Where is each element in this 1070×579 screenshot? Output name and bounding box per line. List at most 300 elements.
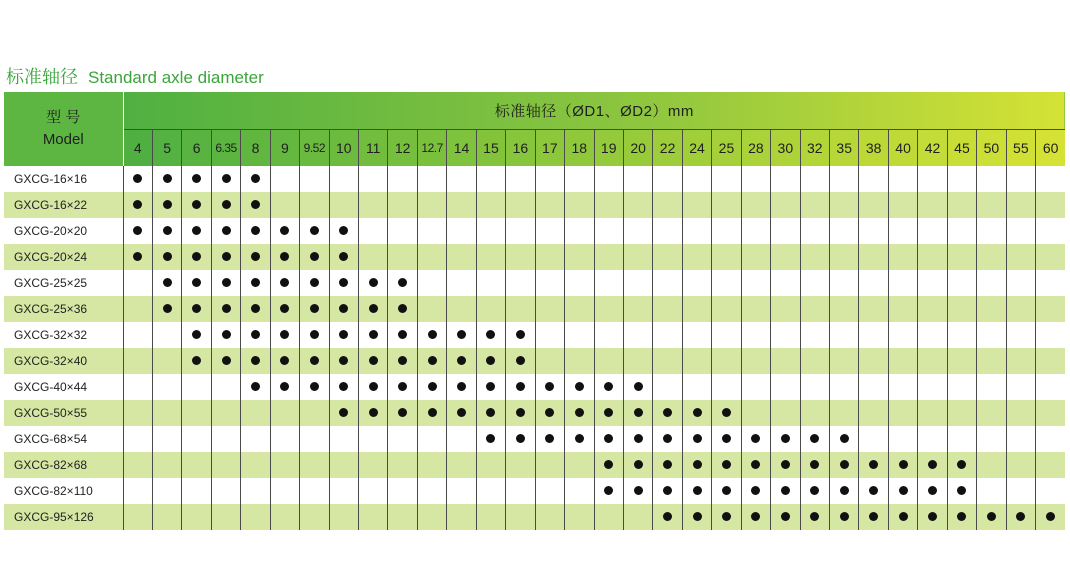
availability-cell (977, 166, 1006, 192)
availability-cell (270, 244, 299, 270)
availability-cell (506, 296, 535, 322)
available-dot-icon (251, 278, 260, 287)
availability-cell (565, 296, 594, 322)
availability-cell (594, 296, 623, 322)
availability-cell (859, 400, 888, 426)
available-dot-icon (545, 408, 554, 417)
available-dot-icon (251, 304, 260, 313)
availability-cell (1036, 400, 1066, 426)
availability-cell (1006, 452, 1035, 478)
availability-cell (329, 348, 358, 374)
availability-cell (830, 296, 859, 322)
table-row (4, 166, 1065, 192)
availability-cell (1036, 296, 1066, 322)
availability-cell (359, 166, 388, 192)
availability-cell (417, 166, 446, 192)
available-dot-icon (516, 408, 525, 417)
availability-cell (476, 192, 505, 218)
availability-cell (123, 504, 152, 530)
model-cell: GXCG-25×36 (4, 296, 123, 322)
available-dot-icon (1046, 512, 1055, 521)
availability-cell (682, 400, 711, 426)
available-dot-icon (222, 304, 231, 313)
availability-cell (123, 218, 152, 244)
availability-cell (947, 452, 976, 478)
available-dot-icon (575, 434, 584, 443)
available-dot-icon (222, 278, 231, 287)
availability-cell (682, 166, 711, 192)
availability-cell (682, 322, 711, 348)
available-dot-icon (280, 356, 289, 365)
availability-cell (682, 452, 711, 478)
size-header: 24 (682, 130, 711, 167)
availability-cell (565, 244, 594, 270)
available-dot-icon (840, 486, 849, 495)
availability-cell (182, 166, 211, 192)
availability-cell (947, 426, 976, 452)
availability-cell (682, 296, 711, 322)
size-header: 12.7 (417, 130, 446, 167)
availability-cell (565, 374, 594, 400)
availability-cell (447, 296, 476, 322)
available-dot-icon (251, 226, 260, 235)
availability-cell (241, 478, 270, 504)
availability-cell (476, 218, 505, 244)
size-header: 18 (565, 130, 594, 167)
availability-cell (830, 478, 859, 504)
availability-cell (182, 348, 211, 374)
availability-cell (123, 426, 152, 452)
availability-cell (888, 192, 917, 218)
availability-cell (741, 504, 770, 530)
availability-cell (918, 244, 947, 270)
availability-cell (741, 166, 770, 192)
availability-cell (300, 296, 329, 322)
availability-cell (447, 348, 476, 374)
availability-cell (594, 452, 623, 478)
availability-cell (947, 218, 976, 244)
availability-cell (211, 478, 240, 504)
availability-cell (359, 400, 388, 426)
model-header-en: Model (42, 131, 84, 148)
available-dot-icon (222, 174, 231, 183)
available-dot-icon (192, 356, 201, 365)
availability-cell (947, 322, 976, 348)
availability-cell (594, 400, 623, 426)
availability-cell (712, 166, 741, 192)
availability-cell (623, 192, 652, 218)
available-dot-icon (310, 252, 319, 261)
availability-cell (859, 244, 888, 270)
availability-cell (977, 504, 1006, 530)
available-dot-icon (310, 278, 319, 287)
availability-cell (535, 296, 564, 322)
available-dot-icon (722, 460, 731, 469)
availability-cell (417, 270, 446, 296)
available-dot-icon (163, 174, 172, 183)
availability-cell (241, 270, 270, 296)
availability-cell (152, 374, 181, 400)
availability-cell (623, 374, 652, 400)
availability-cell (1006, 426, 1035, 452)
availability-cell (565, 270, 594, 296)
axle-diameter-table (4, 92, 1065, 530)
availability-cell (741, 426, 770, 452)
availability-cell (565, 400, 594, 426)
availability-cell (241, 322, 270, 348)
available-dot-icon (722, 408, 731, 417)
available-dot-icon (634, 408, 643, 417)
size-header: 14 (447, 130, 476, 167)
availability-cell (771, 166, 800, 192)
size-header: 6.35 (211, 130, 240, 167)
availability-cell (712, 478, 741, 504)
availability-cell (535, 504, 564, 530)
availability-cell (830, 348, 859, 374)
available-dot-icon (339, 330, 348, 339)
availability-cell (594, 244, 623, 270)
availability-cell (653, 504, 682, 530)
availability-cell (594, 270, 623, 296)
availability-cell (653, 348, 682, 374)
availability-cell (859, 452, 888, 478)
availability-cell (947, 244, 976, 270)
available-dot-icon (693, 434, 702, 443)
availability-cell (712, 374, 741, 400)
availability-cell (888, 218, 917, 244)
availability-cell (594, 478, 623, 504)
availability-cell (771, 426, 800, 452)
availability-cell (270, 478, 299, 504)
availability-cell (182, 218, 211, 244)
available-dot-icon (398, 408, 407, 417)
availability-cell (859, 218, 888, 244)
availability-cell (359, 478, 388, 504)
availability-cell (329, 192, 358, 218)
available-dot-icon (310, 382, 319, 391)
availability-cell (712, 296, 741, 322)
availability-cell (830, 400, 859, 426)
availability-cell (152, 322, 181, 348)
availability-cell (417, 426, 446, 452)
availability-cell (476, 166, 505, 192)
availability-cell (830, 270, 859, 296)
availability-cell (417, 296, 446, 322)
availability-cell (859, 296, 888, 322)
availability-cell (359, 322, 388, 348)
availability-cell (830, 192, 859, 218)
availability-cell (830, 452, 859, 478)
availability-cell (388, 244, 417, 270)
table-row (4, 478, 1065, 504)
availability-cell (476, 426, 505, 452)
availability-cell (447, 218, 476, 244)
availability-cell (241, 400, 270, 426)
available-dot-icon (545, 382, 554, 391)
availability-cell (506, 270, 535, 296)
availability-cell (771, 296, 800, 322)
availability-cell (918, 478, 947, 504)
availability-cell (329, 244, 358, 270)
availability-cell (682, 504, 711, 530)
availability-cell (947, 166, 976, 192)
availability-cell (682, 374, 711, 400)
availability-cell (417, 400, 446, 426)
available-dot-icon (751, 486, 760, 495)
available-dot-icon (192, 304, 201, 313)
availability-cell (359, 374, 388, 400)
size-header: 60 (1036, 130, 1066, 167)
available-dot-icon (693, 408, 702, 417)
availability-cell (771, 192, 800, 218)
available-dot-icon (398, 278, 407, 287)
size-header: 12 (388, 130, 417, 167)
available-dot-icon (369, 356, 378, 365)
availability-cell (682, 348, 711, 374)
availability-cell (947, 478, 976, 504)
availability-cell (741, 348, 770, 374)
availability-cell (918, 296, 947, 322)
table-row (4, 296, 1065, 322)
availability-cell (388, 478, 417, 504)
availability-cell (623, 270, 652, 296)
availability-cell (771, 504, 800, 530)
size-header: 25 (712, 130, 741, 167)
table-row (4, 452, 1065, 478)
availability-cell (300, 374, 329, 400)
availability-cell (300, 192, 329, 218)
availability-cell (800, 270, 829, 296)
available-dot-icon (486, 382, 495, 391)
availability-cell (241, 218, 270, 244)
model-cell: GXCG-32×32 (4, 322, 123, 348)
availability-cell (152, 504, 181, 530)
availability-cell (447, 478, 476, 504)
model-cell: GXCG-25×25 (4, 270, 123, 296)
availability-cell (182, 400, 211, 426)
availability-cell (152, 218, 181, 244)
diameter-group-header: 标准轴径（ØD1、ØD2）mm (123, 92, 1065, 130)
availability-cell (417, 322, 446, 348)
availability-cell (1006, 400, 1035, 426)
availability-cell (300, 348, 329, 374)
available-dot-icon (604, 460, 613, 469)
availability-cell (1036, 270, 1066, 296)
availability-cell (300, 218, 329, 244)
availability-cell (123, 166, 152, 192)
availability-cell (800, 426, 829, 452)
availability-cell (918, 400, 947, 426)
availability-cell (859, 348, 888, 374)
availability-cell (388, 400, 417, 426)
availability-cell (1006, 270, 1035, 296)
table-body (4, 166, 1065, 530)
available-dot-icon (987, 512, 996, 521)
available-dot-icon (928, 460, 937, 469)
available-dot-icon (575, 408, 584, 417)
availability-cell (506, 426, 535, 452)
availability-cell (359, 348, 388, 374)
availability-cell (682, 218, 711, 244)
available-dot-icon (192, 330, 201, 339)
available-dot-icon (192, 252, 201, 261)
available-dot-icon (781, 434, 790, 443)
availability-cell (182, 426, 211, 452)
availability-cell (506, 504, 535, 530)
availability-cell (417, 374, 446, 400)
availability-cell (830, 426, 859, 452)
availability-cell (270, 452, 299, 478)
availability-cell (947, 374, 976, 400)
size-header: 15 (476, 130, 505, 167)
availability-cell (947, 192, 976, 218)
table-row (4, 400, 1065, 426)
availability-cell (947, 504, 976, 530)
size-header-row (4, 130, 1065, 167)
availability-cell (565, 218, 594, 244)
availability-cell (800, 504, 829, 530)
availability-cell (270, 374, 299, 400)
size-header: 6 (182, 130, 211, 167)
size-header: 9.52 (300, 130, 329, 167)
available-dot-icon (192, 200, 201, 209)
availability-cell (830, 244, 859, 270)
available-dot-icon (339, 304, 348, 313)
availability-cell (270, 192, 299, 218)
available-dot-icon (457, 356, 466, 365)
availability-cell (947, 400, 976, 426)
availability-cell (918, 192, 947, 218)
available-dot-icon (634, 486, 643, 495)
availability-cell (182, 504, 211, 530)
availability-cell (241, 426, 270, 452)
availability-cell (123, 348, 152, 374)
availability-cell (771, 374, 800, 400)
availability-cell (211, 348, 240, 374)
availability-cell (476, 478, 505, 504)
availability-cell (476, 452, 505, 478)
availability-cell (918, 374, 947, 400)
available-dot-icon (280, 304, 289, 313)
available-dot-icon (634, 460, 643, 469)
availability-cell (241, 452, 270, 478)
available-dot-icon (251, 382, 260, 391)
availability-cell (623, 296, 652, 322)
availability-cell (270, 270, 299, 296)
availability-cell (182, 244, 211, 270)
model-header-zh: 型 号 (46, 109, 81, 126)
availability-cell (211, 192, 240, 218)
availability-cell (476, 504, 505, 530)
availability-cell (653, 296, 682, 322)
availability-cell (977, 270, 1006, 296)
model-cell: GXCG-95×126 (4, 504, 123, 530)
available-dot-icon (310, 226, 319, 235)
availability-cell (623, 166, 652, 192)
availability-cell (653, 400, 682, 426)
availability-cell (182, 374, 211, 400)
available-dot-icon (428, 330, 437, 339)
available-dot-icon (280, 382, 289, 391)
available-dot-icon (957, 486, 966, 495)
availability-cell (594, 348, 623, 374)
availability-cell (300, 452, 329, 478)
available-dot-icon (663, 486, 672, 495)
availability-cell (888, 374, 917, 400)
available-dot-icon (428, 356, 437, 365)
available-dot-icon (457, 408, 466, 417)
availability-cell (300, 426, 329, 452)
availability-cell (329, 166, 358, 192)
availability-cell (300, 270, 329, 296)
availability-cell (447, 244, 476, 270)
available-dot-icon (810, 434, 819, 443)
available-dot-icon (634, 382, 643, 391)
availability-cell (800, 478, 829, 504)
availability-cell (123, 296, 152, 322)
available-dot-icon (310, 330, 319, 339)
availability-cell (182, 452, 211, 478)
availability-cell (712, 400, 741, 426)
availability-cell (476, 322, 505, 348)
availability-cell (682, 244, 711, 270)
availability-cell (506, 166, 535, 192)
availability-cell (506, 400, 535, 426)
availability-cell (447, 270, 476, 296)
availability-cell (594, 374, 623, 400)
availability-cell (300, 504, 329, 530)
available-dot-icon (192, 226, 201, 235)
availability-cell (417, 504, 446, 530)
availability-cell (1006, 218, 1035, 244)
availability-cell (152, 192, 181, 218)
available-dot-icon (251, 174, 260, 183)
availability-cell (653, 244, 682, 270)
availability-cell (712, 218, 741, 244)
availability-cell (447, 192, 476, 218)
availability-cell (123, 192, 152, 218)
size-header: 28 (741, 130, 770, 167)
availability-cell (359, 452, 388, 478)
availability-cell (565, 426, 594, 452)
available-dot-icon (369, 408, 378, 417)
availability-cell (800, 166, 829, 192)
availability-cell (123, 400, 152, 426)
availability-cell (830, 322, 859, 348)
availability-cell (712, 504, 741, 530)
availability-cell (388, 348, 417, 374)
availability-cell (417, 348, 446, 374)
available-dot-icon (869, 512, 878, 521)
availability-cell (329, 400, 358, 426)
availability-cell (771, 400, 800, 426)
axle-diameter-table-wrapper (4, 92, 1065, 530)
availability-cell (888, 400, 917, 426)
availability-cell (359, 296, 388, 322)
availability-cell (771, 478, 800, 504)
size-header: 19 (594, 130, 623, 167)
availability-cell (682, 270, 711, 296)
availability-cell (123, 374, 152, 400)
available-dot-icon (722, 434, 731, 443)
availability-cell (388, 504, 417, 530)
availability-cell (977, 244, 1006, 270)
availability-cell (447, 166, 476, 192)
available-dot-icon (428, 408, 437, 417)
availability-cell (741, 452, 770, 478)
model-cell: GXCG-40×44 (4, 374, 123, 400)
availability-cell (329, 218, 358, 244)
